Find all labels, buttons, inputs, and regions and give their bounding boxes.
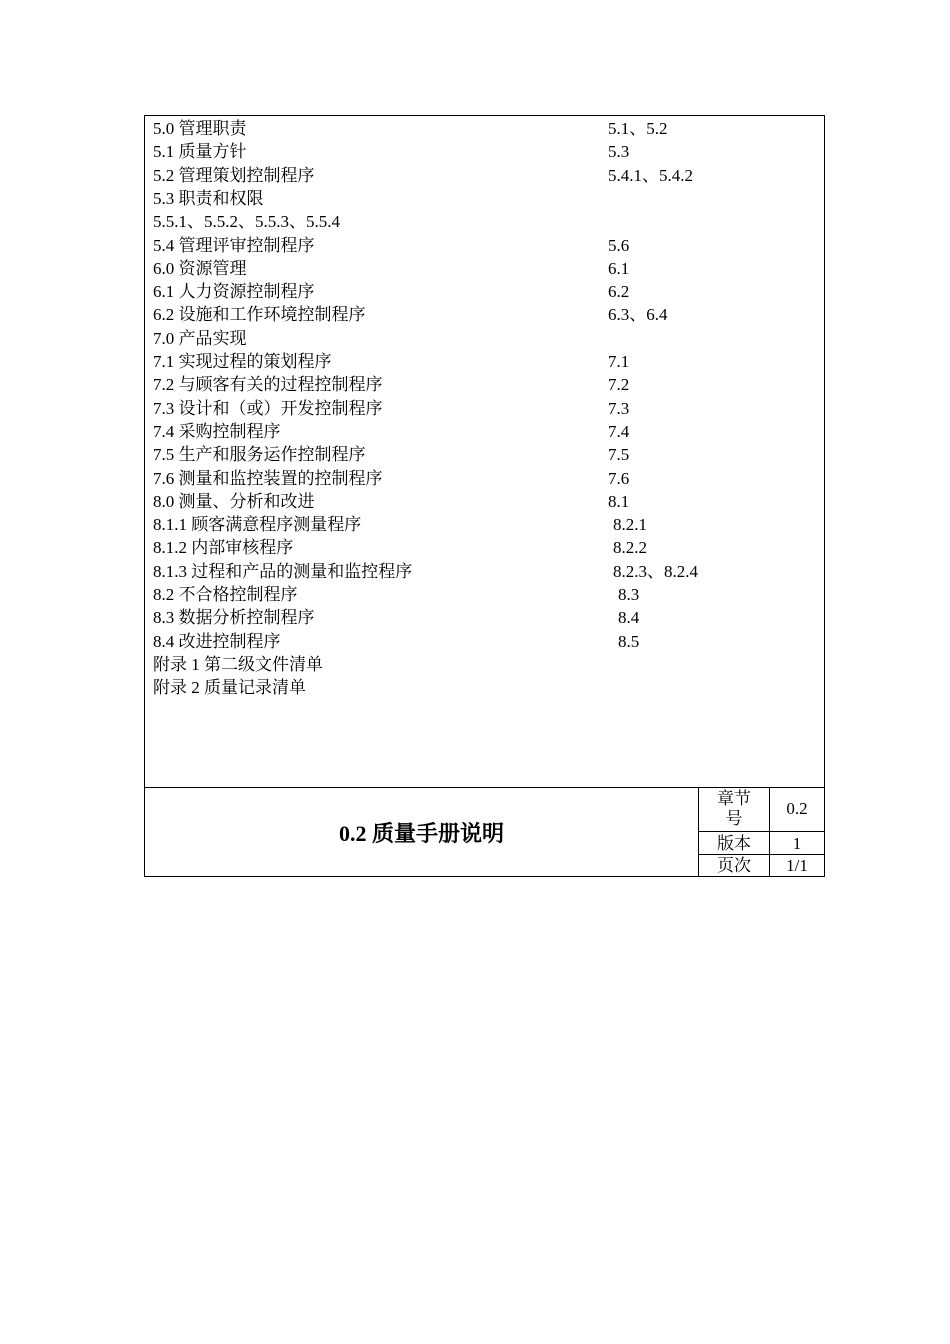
toc-label: 8.2 不合格控制程序	[153, 585, 298, 604]
toc-reference: 6.3、6.4	[608, 305, 668, 325]
document-footer	[145, 787, 824, 877]
document-frame	[144, 115, 825, 877]
toc-label: 6.1 人力资源控制程序	[153, 282, 315, 302]
toc-reference: 6.2	[608, 282, 630, 302]
toc-reference: 7.2	[608, 375, 630, 395]
toc-reference: 7.1	[608, 352, 630, 371]
toc-row	[153, 467, 813, 490]
toc-label: 8.0 测量、分析和改进	[153, 491, 315, 511]
toc-reference: 8.5	[618, 631, 640, 651]
toc-label: 7.4 采购控制程序	[153, 421, 281, 441]
toc-reference: 8.2.1	[613, 515, 647, 535]
toc-row	[153, 443, 813, 466]
toc-row	[153, 280, 813, 303]
toc-label: 8.1.3 过程和产品的测量和监控程序	[153, 561, 413, 581]
toc-reference: 7.5	[608, 445, 630, 465]
toc-label: 7.2 与顾客有关的过程控制程序	[153, 375, 383, 395]
toc-reference: 8.4	[618, 608, 640, 628]
toc-label: 5.4 管理评审控制程序	[153, 235, 315, 255]
toc-reference: 5.3	[608, 142, 630, 162]
toc-row	[153, 373, 813, 396]
toc-reference: 8.2.3、8.2.4	[613, 561, 698, 581]
chapter-label: 章节号	[699, 787, 770, 832]
toc-label: 7.6 测量和监控装置的控制程序	[153, 468, 383, 488]
toc-row	[153, 630, 813, 653]
toc-row	[153, 536, 813, 559]
toc-reference: 8.2.2	[613, 538, 647, 558]
toc-label: 5.0 管理职责	[153, 119, 247, 138]
version-value: 1	[770, 832, 824, 855]
page-value: 1/1	[786, 856, 808, 875]
toc-reference: 6.1	[608, 258, 630, 278]
toc-row	[153, 327, 813, 350]
toc-label: 8.1.1 顾客满意程序测量程序	[153, 515, 362, 535]
toc-row	[153, 490, 813, 513]
toc-row	[153, 606, 813, 629]
toc-label: 5.3 职责和权限	[153, 188, 264, 208]
toc-row	[153, 164, 813, 187]
toc-row	[153, 513, 813, 536]
toc-label: 6.0 资源管理	[153, 258, 247, 278]
toc-row	[153, 397, 813, 420]
table-of-contents	[145, 116, 824, 788]
section-title: 0.2 质量手册说明	[145, 787, 699, 877]
toc-row	[153, 140, 813, 163]
toc-row	[153, 560, 813, 583]
toc-label: 5.2 管理策划控制程序	[153, 165, 315, 185]
toc-row	[153, 234, 813, 257]
toc-label: 5.1 质量方针	[153, 142, 247, 162]
toc-reference: 8.3	[618, 585, 640, 604]
toc-row	[153, 676, 813, 699]
toc-row	[153, 350, 813, 373]
toc-label: 附录 1 第二级文件清单	[153, 654, 323, 674]
toc-reference: 5.4.1、5.4.2	[608, 165, 693, 185]
toc-label: 8.3 数据分析控制程序	[153, 608, 315, 628]
toc-label: 7.5 生产和服务运作控制程序	[153, 445, 366, 465]
version-label: 版本	[699, 832, 770, 855]
toc-reference: 5.1、5.2	[608, 119, 668, 138]
toc-row	[153, 117, 813, 140]
toc-row	[153, 583, 813, 606]
toc-reference: 7.6	[608, 468, 630, 488]
toc-label: 8.1.2 内部审核程序	[153, 538, 294, 558]
toc-row	[153, 653, 813, 676]
toc-reference: 7.4	[608, 421, 630, 441]
toc-label: 5.5.1、5.5.2、5.5.3、5.5.4	[153, 212, 340, 232]
toc-label: 8.4 改进控制程序	[153, 631, 281, 651]
toc-row	[153, 257, 813, 280]
toc-label: 7.0 产品实现	[153, 328, 247, 348]
toc-reference: 7.3	[608, 398, 630, 418]
toc-label: 6.2 设施和工作环境控制程序	[153, 305, 366, 325]
toc-row	[153, 420, 813, 443]
toc-label: 附录 2 质量记录清单	[153, 678, 306, 698]
toc-row	[153, 303, 813, 326]
page-label: 页次	[699, 855, 770, 877]
toc-reference: 5.6	[608, 235, 630, 255]
toc-reference: 8.1	[608, 491, 630, 511]
toc-label: 7.3 设计和（或）开发控制程序	[153, 398, 383, 418]
toc-label: 7.1 实现过程的策划程序	[153, 352, 332, 371]
chapter-value: 0.2	[770, 787, 824, 832]
toc-row	[153, 210, 813, 233]
toc-row	[153, 187, 813, 210]
